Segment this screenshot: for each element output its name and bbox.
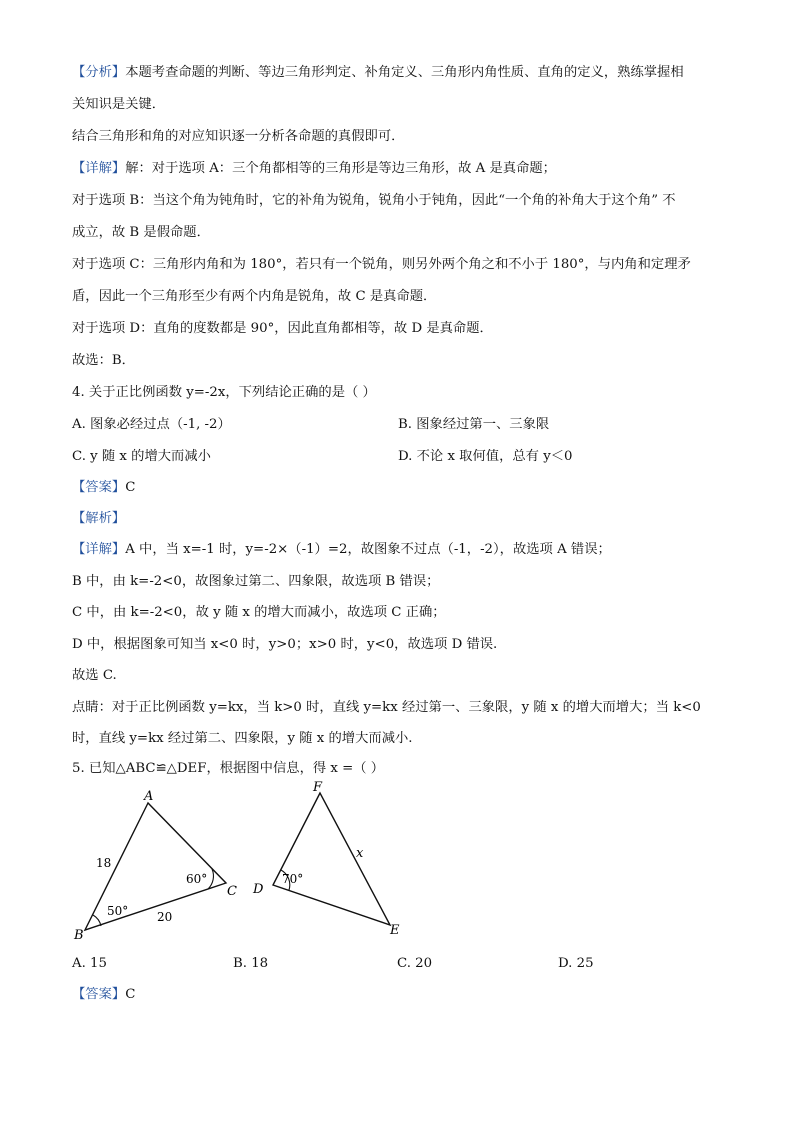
analysis-tag: 【分析】 [72, 65, 126, 80]
q3-detail-line-1: 【详解】解：对于选项 A：三个角都相等的三角形是等边三角形，故 A 是真命题； [72, 161, 556, 176]
q3-analysis-line-3: 结合三角形和角的对应知识逐一分析各命题的真假即可． [72, 129, 405, 144]
q4-choice: 故选 C. [72, 668, 117, 683]
q3-analysis-line-1: 【分析】本题考查命题的判断、等边三角形判定、补角定义、三角形内角性质、直角的定义，熟练掌握相 [72, 65, 684, 80]
q4-note-line-2: 时，直线 y=kx 经过第二、四象限，y 随 x 的增大而减小. [72, 731, 413, 746]
q4-note-line-1: 点睛：对于正比例函数 y=kx，当 k>0 时，直线 y=kx 经过第一、三象限，y 随 x 的增大而增大；当 k<0 [72, 700, 701, 715]
label-f: F [313, 780, 323, 795]
q3-analysis-line-2: 关知识是关键． [72, 97, 166, 112]
q4-detail-line-1: 【详解】A 中，当 x=-1 时，y=-2×（-1）=2，故图象不过点（-1，-2），故选项 A 错误； [72, 542, 611, 557]
label-side-bc: 20 [157, 910, 173, 924]
q4-option-b: B. 图象经过第一、三象限 [398, 417, 550, 432]
q3-detail-line-3: 成立，故 B 是假命题． [72, 225, 210, 240]
label-side-ab: 18 [96, 856, 112, 870]
label-a: A [144, 789, 154, 804]
q5-option-b: B. 18 [233, 956, 269, 971]
label-d: D [253, 882, 264, 897]
q4-option-d: D. 不论 x 取何值，总有 y＜0 [398, 449, 573, 464]
q5-option-d: D. 25 [558, 956, 594, 971]
angle-c-arc [208, 869, 213, 889]
q4-option-c: C. y 随 x 的增大而减小 [72, 449, 211, 464]
q3-choice: 故选：B． [72, 353, 135, 368]
detail-tag: 【详解】 [72, 161, 126, 176]
answer-tag: 【答案】 [72, 987, 126, 1002]
q4-option-a: A. 图象必经过点（-1, -2） [72, 417, 231, 432]
triangles-svg [60, 775, 420, 945]
label-angle-d: 70° [282, 872, 304, 886]
q4-detail-line-3: C 中，由 k=-2<0，故 y 随 x 的增大而减小，故选项 C 正确； [72, 605, 446, 620]
q5-stem: 5. 已知△ABC≌△DEF，根据图中信息，得 x =（ ） [72, 761, 385, 776]
q4-stem: 4. 关于正比例函数 y=-2x，下列结论正确的是（ ） [72, 385, 376, 400]
q3-detail-line-4: 对于选项 C：三角形内角和为 180°，若只有一个锐角，则另外两个角之和不小于 180°，与内角和定理矛 [72, 257, 691, 272]
label-side-x: x [356, 846, 364, 861]
q5-option-c: C. 20 [397, 956, 433, 971]
label-angle-c: 60° [186, 872, 208, 886]
q4-explain-tag: 【解析】 [72, 511, 126, 526]
detail-tag: 【详解】 [72, 542, 126, 557]
label-b: B [74, 928, 84, 943]
triangle-def [273, 793, 390, 925]
answer-tag: 【答案】 [72, 480, 126, 495]
q3-detail-line-2: 对于选项 B：当这个角为钝角时，它的补角为锐角，锐角小于钝角，因此“一个角的补角大于这个角” 不 [72, 193, 676, 208]
q3-detail-line-5: 盾，因此一个三角形至少有两个内角是锐角，故 C 是真命题． [72, 289, 437, 304]
q5-answer: 【答案】C [72, 987, 136, 1002]
label-c: C [227, 884, 237, 899]
q3-detail-line-6: 对于选项 D：直角的度数都是 90°，因此直角都相等，故 D 是真命题． [72, 321, 493, 336]
label-angle-b: 50° [107, 904, 129, 918]
q4-detail-line-2: B 中，由 k=-2<0，故图象过第二、四象限，故选项 B 错误； [72, 574, 440, 589]
q4-answer: 【答案】C [72, 480, 136, 495]
label-e: E [390, 923, 400, 938]
q5-option-a: A. 15 [72, 956, 107, 971]
q4-detail-line-4: D 中，根据图象可知当 x<0 时，y>0；x>0 时，y<0，故选项 D 错误. [72, 637, 498, 652]
congruent-triangles-figure [60, 775, 420, 949]
